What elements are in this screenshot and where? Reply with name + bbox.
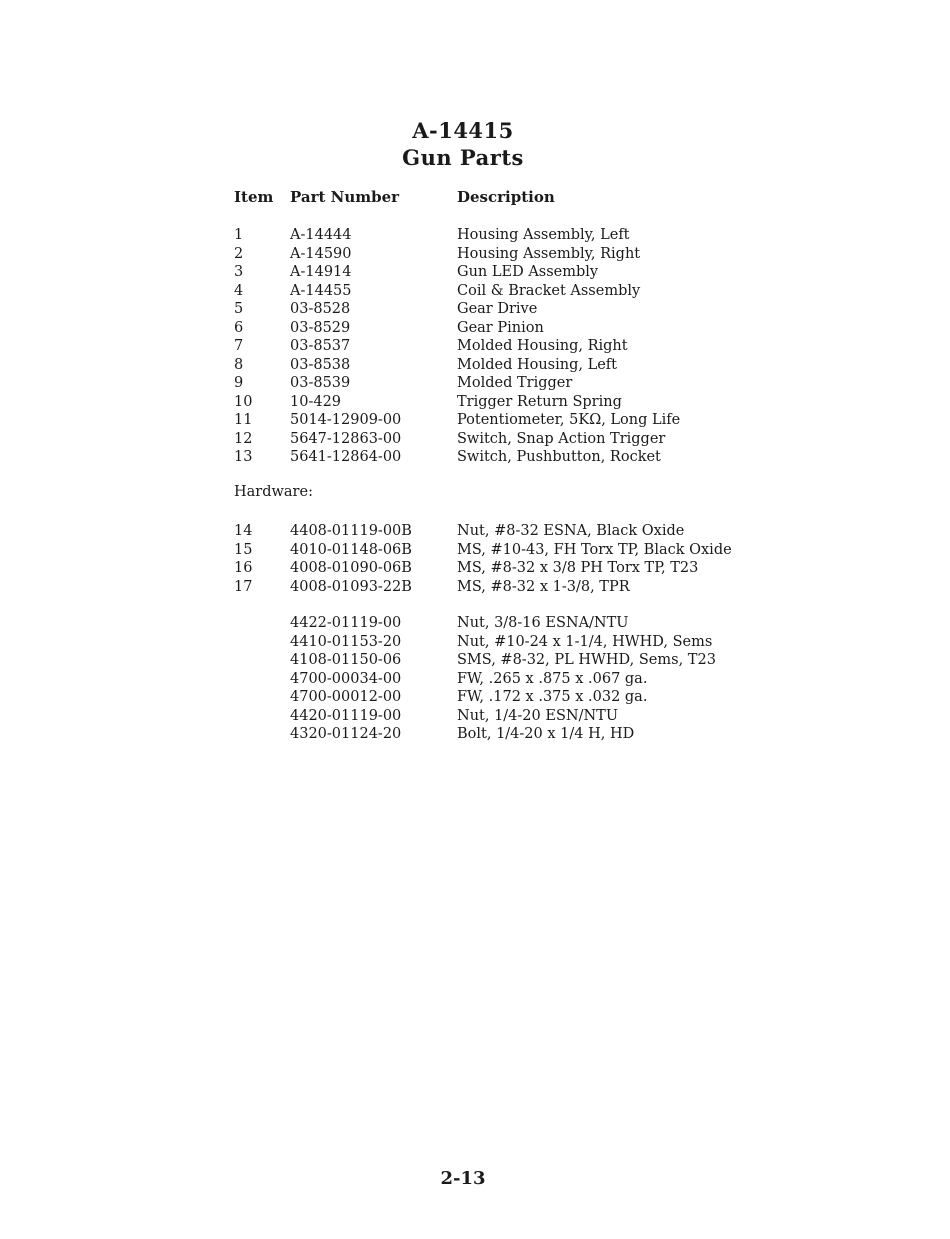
part-number: 4010-01148-06B <box>290 541 412 558</box>
part-number: A-14914 <box>290 264 352 280</box>
table-row <box>0 282 950 300</box>
part-number: 03-8528 <box>290 301 351 317</box>
part-number: 03-8529 <box>290 319 351 336</box>
table-row <box>0 411 950 429</box>
part-number: A-14590 <box>290 245 352 262</box>
table-row <box>0 226 950 244</box>
part-description: Nut, #8-32 ESNA, Black Oxide <box>457 523 685 539</box>
item-number: 9 <box>234 375 244 391</box>
part-description: Housing Assembly, Left <box>457 227 630 243</box>
part-description: Molded Trigger <box>457 375 573 391</box>
table-row <box>0 578 950 596</box>
table-row <box>0 688 950 706</box>
part-description: Gear Pinion <box>457 319 544 336</box>
part-number: 4320-01124-20 <box>290 726 402 742</box>
part-number: 4008-01093-22B <box>290 578 412 595</box>
part-description: Trigger Return Spring <box>457 393 622 410</box>
part-number: 5647-12863-00 <box>290 430 402 447</box>
part-description: MS, #8-32 x 3/8 PH Torx TP, T23 <box>457 560 699 576</box>
part-number: 4408-01119-00B <box>290 523 412 539</box>
part-description: SMS, #8-32, PL HWHD, Sems, T23 <box>457 652 716 668</box>
part-description: Coil & Bracket Assembly <box>457 282 641 299</box>
part-number: 03-8539 <box>290 375 351 391</box>
item-number: 3 <box>234 264 244 280</box>
page-number: 2-13 <box>440 1168 486 1189</box>
item-number: 17 <box>234 578 253 595</box>
item-number: 4 <box>234 282 244 299</box>
column-header-description: Description <box>457 188 555 206</box>
part-description: Nut, 1/4-20 ESN/NTU <box>457 707 619 724</box>
part-number: 4700-00012-00 <box>290 689 402 705</box>
part-number: 4422-01119-00 <box>290 615 402 631</box>
item-number: 8 <box>234 356 244 373</box>
item-number: 1 <box>234 227 244 243</box>
table-row <box>0 614 950 632</box>
item-number: 7 <box>234 338 244 354</box>
table-row <box>0 393 950 411</box>
part-description: Switch, Pushbutton, Rocket <box>457 449 661 465</box>
item-number: 11 <box>234 412 253 428</box>
item-number: 14 <box>234 523 253 539</box>
part-number: 4420-01119-00 <box>290 707 402 724</box>
table-row <box>0 448 950 466</box>
item-number: 16 <box>234 560 253 576</box>
table-row <box>0 430 950 448</box>
table-row <box>0 725 950 743</box>
part-description: MS, #10-43, FH Torx TP, Black Oxide <box>457 541 732 558</box>
part-description: Nut, 3/8-16 ESNA/NTU <box>457 615 629 631</box>
table-row <box>0 300 950 318</box>
part-description: Bolt, 1/4-20 x 1/4 H, HD <box>457 726 635 742</box>
part-number: 4008-01090-06B <box>290 560 412 576</box>
table-row <box>0 707 950 725</box>
column-header-part-number: Part Number <box>290 188 400 206</box>
table-row <box>0 356 950 374</box>
table-row <box>0 319 950 337</box>
part-description: Potentiometer, 5KΩ, Long Life <box>457 412 681 428</box>
part-description: FW, .265 x .875 x .067 ga. <box>457 670 648 687</box>
item-number: 2 <box>234 245 244 262</box>
part-description: Gun LED Assembly <box>457 264 599 280</box>
part-number: 4108-01150-06 <box>290 652 402 668</box>
part-description: FW, .172 x .375 x .032 ga. <box>457 689 648 705</box>
table-row <box>0 670 950 688</box>
part-number: 10-429 <box>290 393 342 410</box>
part-description: MS, #8-32 x 1-3/8, TPR <box>457 578 630 595</box>
part-number: 4410-01153-20 <box>290 633 402 650</box>
item-number: 6 <box>234 319 244 336</box>
item-number: 15 <box>234 541 253 558</box>
item-number: 12 <box>234 430 253 447</box>
part-number: 4700-00034-00 <box>290 670 402 687</box>
table-row <box>0 374 950 392</box>
page-title: Gun Parts <box>402 145 524 170</box>
part-number: 03-8538 <box>290 356 351 373</box>
part-description: Molded Housing, Right <box>457 338 628 354</box>
table-row <box>0 263 950 281</box>
item-number: 13 <box>234 449 253 465</box>
table-row <box>0 541 950 559</box>
table-row <box>0 651 950 669</box>
hardware-section-label: Hardware: <box>234 484 313 500</box>
item-number: 10 <box>234 393 253 410</box>
page-title-part-number: A-14415 <box>412 118 514 143</box>
part-number: 03-8537 <box>290 338 351 354</box>
part-description: Switch, Snap Action Trigger <box>457 430 666 447</box>
table-row <box>0 522 950 540</box>
part-description: Molded Housing, Left <box>457 356 618 373</box>
table-row <box>0 337 950 355</box>
part-description: Nut, #10-24 x 1-1/4, HWHD, Sems <box>457 633 713 650</box>
table-row <box>0 633 950 651</box>
table-row <box>0 245 950 263</box>
part-number: 5641-12864-00 <box>290 449 402 465</box>
column-header-item: Item <box>234 188 274 206</box>
table-row <box>0 559 950 577</box>
item-number: 5 <box>234 301 244 317</box>
part-number: A-14444 <box>290 227 352 243</box>
part-description: Gear Drive <box>457 301 538 317</box>
part-description: Housing Assembly, Right <box>457 245 641 262</box>
part-number: 5014-12909-00 <box>290 412 402 428</box>
part-number: A-14455 <box>290 282 352 299</box>
